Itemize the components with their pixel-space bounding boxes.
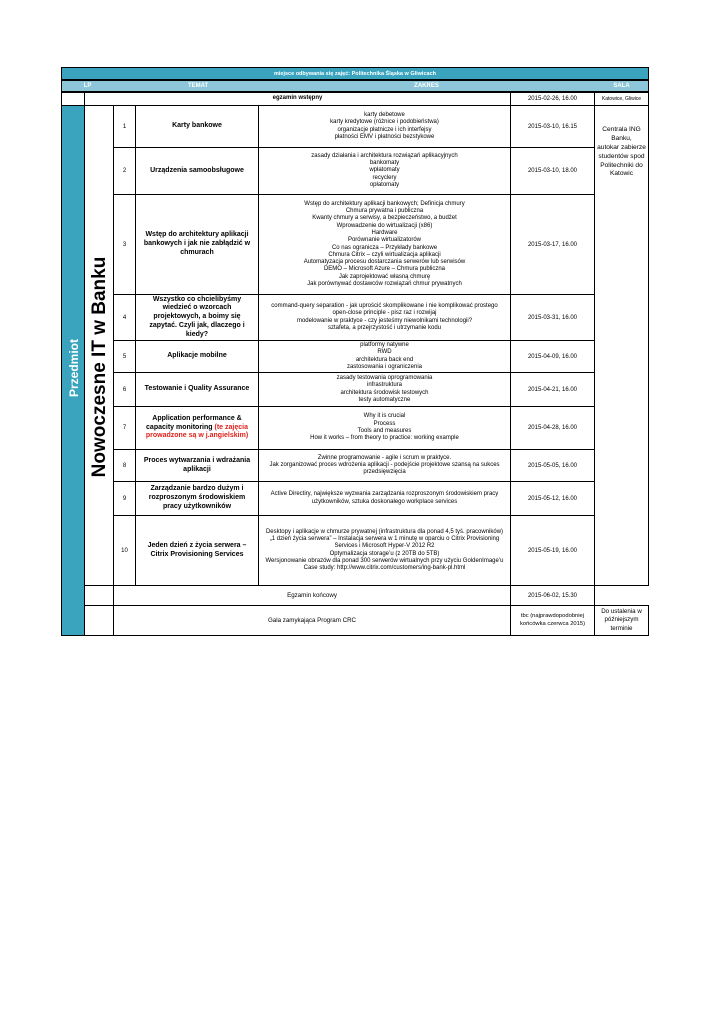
zakres-line: sztafeta, a przejrzystość i utrzymanie kodu xyxy=(327,324,442,331)
row-zakres xyxy=(258,147,511,195)
zakres-line: użytkowników, sztuka doskonałego workplace services xyxy=(311,498,458,505)
row-temat xyxy=(135,340,259,373)
zakres-line: Wersjonowanie obrazów dla ponad 300 serwerów wirtualnych przy użyciu GoldenImage’u xyxy=(265,557,504,564)
row-temat xyxy=(135,481,259,516)
zakres-line: płatności EMV i płatności bezstykowe xyxy=(334,133,435,140)
zakres-line: Process xyxy=(373,420,396,427)
temat-note: (te zajęcia prowadzone są w j.angielskim) xyxy=(145,423,249,440)
lp-number: 8 xyxy=(122,462,127,469)
course-column xyxy=(84,105,114,586)
gala-date-text: tbc (najprawdopodobniej końcówka czerwca 2015) xyxy=(519,612,586,627)
row-lp xyxy=(113,481,136,516)
entry-exam-date xyxy=(510,92,595,106)
gala-label xyxy=(113,605,511,636)
zakres-line: Jak zaprojektować własną chmurę xyxy=(338,273,431,280)
zakres-line: Services i Microsoft Hyper-V 2012 R2 xyxy=(334,543,435,550)
location-header xyxy=(61,67,649,80)
final-exam-text: Egzamin końcowy xyxy=(287,592,337,599)
row-temat xyxy=(135,194,259,295)
date-text: 2015-04-09, 16.00 xyxy=(527,353,578,360)
final-exam-label xyxy=(113,585,511,606)
gala-sala-line: terminie xyxy=(610,624,633,632)
entry-exam-sala xyxy=(594,92,649,106)
temat-text: Karty bankowe xyxy=(172,122,222,130)
zakres-line: przedsięwzięcia xyxy=(363,469,406,476)
zakres-line: Jak zorganizować proces wdrożenia aplikacji - podejście projektowe szansą na sukces xyxy=(269,461,500,468)
row-zakres xyxy=(258,105,511,148)
temat-text: Wszystko co chcielibyśmy wiedzieć o wzorcach projektowych, a boimy się zapytać. Czyli jak, dlaczego i kiedy? xyxy=(149,295,245,338)
temat-text: Proces wytwarzania i wdrażania aplikacji xyxy=(143,456,251,473)
row-date xyxy=(510,105,595,148)
row-lp xyxy=(113,294,136,341)
przedmiot-column xyxy=(61,105,85,636)
row-zakres xyxy=(258,481,511,516)
lp-number: 6 xyxy=(122,386,127,393)
row-zakres xyxy=(258,449,511,482)
row-date xyxy=(510,294,595,341)
gala-text: Gala zamykająca Program CRC xyxy=(267,617,357,624)
date-text: 2015-03-10, 18.00 xyxy=(527,168,578,174)
zakres-line: recyclery xyxy=(372,174,397,181)
zakres-line: RWD xyxy=(377,349,392,356)
zakres-line: DEMO – Microsoft Azure – Chmura publiczna xyxy=(323,266,446,273)
final-exam-date-text: 2015-06-02, 15.30 xyxy=(527,592,578,599)
row-zakres xyxy=(258,194,511,295)
temat-text: Wstęp do architektury aplikacji bankowych i jak nie zabłądzić w chmurach xyxy=(143,231,251,256)
row-date xyxy=(510,340,595,373)
sala-line: autokar zabierze xyxy=(597,143,646,151)
temat-text: Urządzenia samoobsługowe xyxy=(150,166,244,174)
entry-exam-text: egzamin wstępny xyxy=(272,95,323,102)
entry-exam-sala-text: Katowice, Gliwice xyxy=(601,96,642,102)
row-lp xyxy=(113,372,136,407)
row-lp xyxy=(113,194,136,295)
zakres-line: opłatomaty xyxy=(369,181,400,188)
sala-line: studentów spod xyxy=(598,152,645,160)
sala-main xyxy=(594,105,649,586)
col-zakres-label: ZAKRES xyxy=(414,83,439,89)
zakres-line: Optymalizacja storage’u (z 20TB do 5TB) xyxy=(329,550,440,557)
zakres-line: architektura back end xyxy=(355,356,414,363)
lp-number: 10 xyxy=(121,547,128,554)
temat-text: Jeden dzień z życia serwera – Citrix Provisioning Services xyxy=(147,541,247,558)
date-text: 2015-05-12, 16.00 xyxy=(527,495,578,502)
zakres-line: Case study: http://www.citrix.com/customers/ing-bank-pl.html xyxy=(303,565,466,572)
row-date xyxy=(510,194,595,295)
date-text: 2015-03-17, 16.00 xyxy=(527,241,578,248)
row-temat xyxy=(135,449,259,482)
row-date xyxy=(510,515,595,586)
entry-exam-label xyxy=(84,92,511,106)
zakres-line: Hardware xyxy=(371,229,398,236)
row-temat xyxy=(135,372,259,407)
zakres-line: Porównanie wirtualizatorów xyxy=(347,237,422,244)
zakres-line: zasady testowania oprogramowania xyxy=(336,374,433,381)
row-zakres xyxy=(258,340,511,373)
row-lp xyxy=(113,406,136,450)
zakres-line: Tools and measures xyxy=(357,428,412,434)
zakres-line: infrastruktura xyxy=(366,382,402,389)
date-text: 2015-05-05, 16.00 xyxy=(527,462,578,469)
zakres-line: command-query separation - jak uprościć skomplikowane i nie komplikować prostego xyxy=(271,302,498,309)
col-lp-header xyxy=(61,80,113,92)
gala-left-blank xyxy=(84,605,114,636)
row-zakres xyxy=(258,372,511,407)
lp-number: 3 xyxy=(122,241,127,248)
date-text: 2015-04-28, 16.00 xyxy=(527,425,578,431)
temat-text: Testowanie i Quality Assurance xyxy=(144,385,250,393)
zakres-line: zasady działania i architektura rozwiązań aplikacyjnych xyxy=(311,152,458,159)
row-date xyxy=(510,147,595,195)
location-text: miejsce odbywania się zajęć: Politechnika Śląska w Gliwicach xyxy=(273,70,437,77)
date-text: 2015-04-21, 16.00 xyxy=(527,386,578,393)
row-temat xyxy=(135,406,259,450)
row-zakres xyxy=(258,406,511,450)
final-exam-date xyxy=(510,585,595,606)
row-date xyxy=(510,372,595,407)
zakres-line: Kwanty chmury a serwisy, a bezpieczeństwo, a budżet xyxy=(312,215,457,222)
col-sala-label: SALA xyxy=(613,83,630,89)
zakres-line: How it works – from theory to practice: working example xyxy=(310,435,459,442)
col-zakres-header xyxy=(258,80,595,92)
zakres-line: Co nas ogranicza – Przykłady bankowe xyxy=(331,244,438,251)
zakres-line: Desktopy i aplikacje w chmurze prywatnej (infrastruktura dla ponad 4,5 tyś. pracowników) xyxy=(265,528,504,535)
lp-number: 4 xyxy=(122,314,127,321)
date-text: 2015-03-10, 16.15 xyxy=(527,123,578,130)
zakres-line: architektura środowisk testowych xyxy=(340,389,429,396)
zakres-line: Zwinne programowanie - agile i scrum w praktyce. xyxy=(317,454,452,461)
entry-exam-left-blank xyxy=(61,92,85,106)
zakres-line: modelowanie w praktyce - czy jesteśmy niewolnikami technologii? xyxy=(296,317,473,324)
przedmiot-label: Przedmiot xyxy=(67,339,81,398)
zakres-line: platformy natywne xyxy=(360,341,409,348)
row-lp xyxy=(113,340,136,373)
row-lp xyxy=(113,449,136,482)
zakres-line: Automatyzacja procesu dostarczania serwerów lub serwisów xyxy=(303,259,466,266)
zakres-line: testy automatyczne xyxy=(358,396,411,403)
row-date xyxy=(510,481,595,516)
gala-sala-line: późniejszym xyxy=(604,616,639,624)
lp-number: 1 xyxy=(122,123,127,130)
row-date xyxy=(510,449,595,482)
row-lp xyxy=(113,105,136,148)
sala-line: Katowic xyxy=(609,170,634,178)
zakres-line: organizacje płatnicze i ich interfejsy xyxy=(337,126,432,133)
zakres-line: Chmura prywatna i publiczna xyxy=(345,207,424,214)
row-zakres xyxy=(258,294,511,341)
zakres-line: zastosowania i ograniczenia xyxy=(346,363,423,370)
zakres-line: Wprowadzenie do wirtualizacji (x86) xyxy=(336,222,433,229)
gala-sala xyxy=(594,605,649,636)
zakres-line: Wstęp do architektury aplikacji bankowych; Definicja chmury xyxy=(304,200,465,207)
zakres-line: Jak porównywać dostawców rozwiązań chmur prywatnych xyxy=(307,281,462,288)
col-temat-label: TEMAT xyxy=(188,83,209,89)
row-temat xyxy=(135,147,259,195)
course-title: Nowoczesne IT w Banku xyxy=(89,256,110,478)
temat-text: Aplikacje mobilne xyxy=(167,352,227,360)
gala-sala-line: Do ustalenia w xyxy=(601,608,642,616)
gala-date xyxy=(510,605,595,636)
row-temat xyxy=(135,515,259,586)
zakres-line: Chmura Citrix – czyli wirtualizacja aplikacji xyxy=(328,251,441,258)
zakres-line: „1 dzień życia serwera” – Instalacja serwera w 1 minutę w oparciu o Citrix Provisioning xyxy=(269,535,500,542)
row-zakres xyxy=(258,515,511,586)
lp-number: 9 xyxy=(122,495,127,502)
row-date xyxy=(510,406,595,450)
temat-text: Application performance & capacity monitoring xyxy=(146,414,242,431)
col-lp-label: LP xyxy=(83,83,92,89)
col-temat-header xyxy=(113,80,258,92)
zakres-line: wpłatomaty xyxy=(369,167,400,174)
zakres-line: Why it is crucial xyxy=(363,413,406,420)
temat-text: Zarządzanie bardzo dużym i rozproszonym środowiskiem pracy użytkowników xyxy=(148,485,246,510)
lp-number: 2 xyxy=(122,168,127,174)
zakres-line: bankomaty xyxy=(369,160,400,167)
zakres-line: karty kredytowe (różnice i podobieństwa) xyxy=(330,119,439,126)
row-lp xyxy=(113,147,136,195)
date-text: 2015-03-31, 16.00 xyxy=(527,314,578,321)
date-text: 2015-05-19, 16.00 xyxy=(527,547,578,554)
sala-line: Centrala ING Banku, xyxy=(602,126,641,142)
lp-number: 7 xyxy=(122,425,127,431)
zakres-line: open-close principle - pisz raz i rozwijaj xyxy=(332,310,437,317)
sala-line: Politechniki do xyxy=(600,161,643,169)
row-lp xyxy=(113,515,136,586)
col-sala-header xyxy=(595,80,649,92)
lp-number: 5 xyxy=(122,353,127,360)
row-temat xyxy=(135,105,259,148)
row-temat xyxy=(135,294,259,341)
zakres-line: Active Directiry, największe wyzwania zarządzania rozproszonym środowiskiem pracy xyxy=(270,491,499,498)
zakres-line: karty debetowe xyxy=(364,111,405,118)
entry-exam-date-text: 2015-02-26, 16.00 xyxy=(527,96,578,102)
